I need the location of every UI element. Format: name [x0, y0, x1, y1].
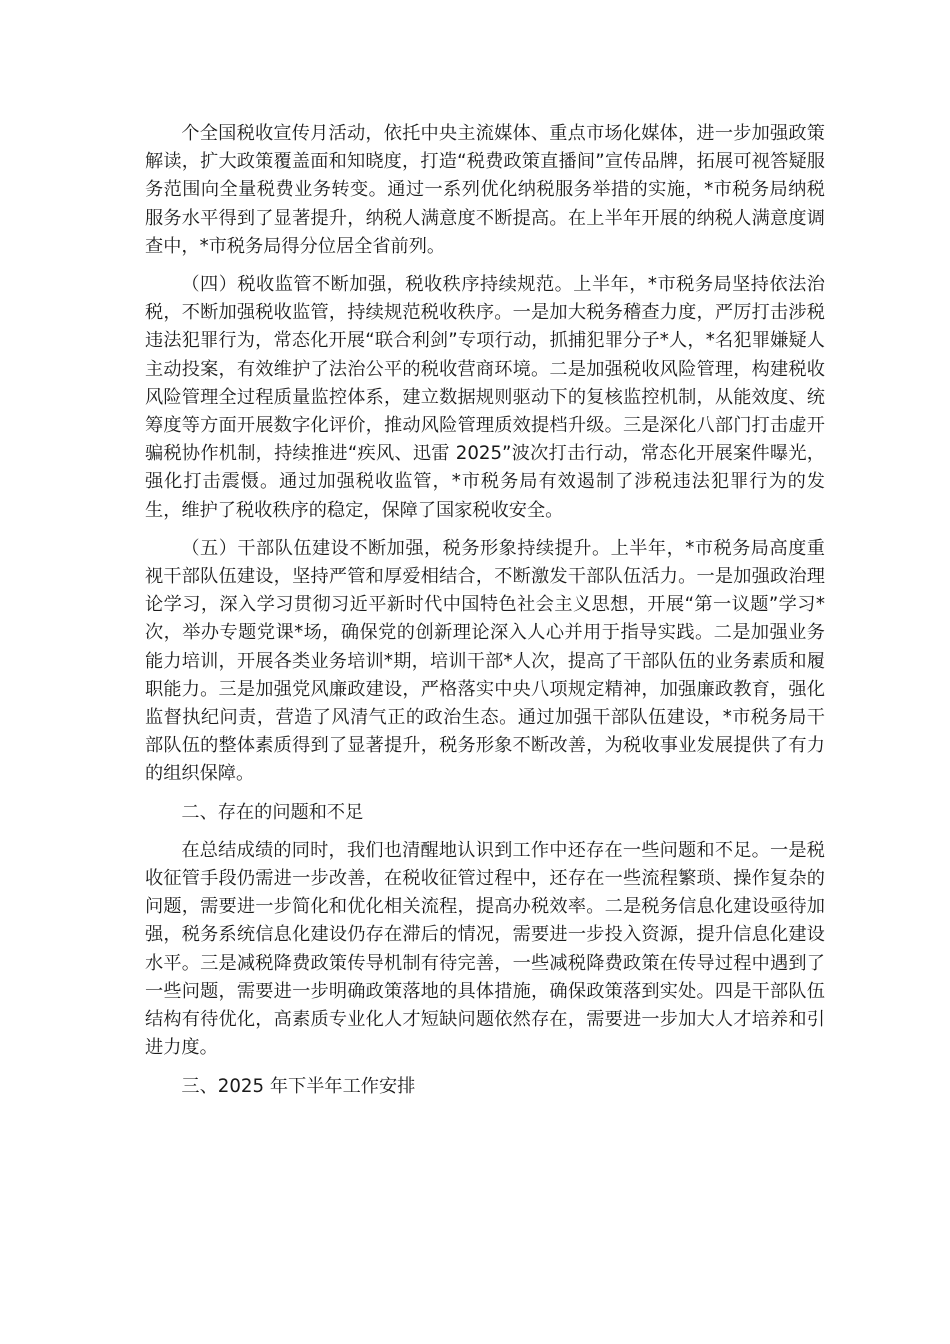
paragraph-tax-supervision: （四）税收监管不断加强，税收秩序持续规范。上半年，*市税务局坚持依法治税，不断加强税收监管，持续规范税收秩序。一是加大税务稽查力度，严厉打击涉税违法犯罪行为，常态化开展“联合利剑”专项行动，抓捕犯罪分子*人，*名犯罪嫌疑人主动投案，有效维护了法治公平的税收营商环境。二是加强税收风险管理，构建税收风险管理全过程质量监控体系，建立数据规则驱动下的复核监控机制，从能效度、统筹度等方面开展数字化评价，推动风险管理质效提档升级。三是深化八部门打击虚开骗税协作机制，持续推进“疾风、迅雷 2025”波次打击行动，常态化开展案件曝光，强化打击震慑。通过加强税收监管，*市税务局有效遏制了涉税违法犯罪行为的发生，维护了税收秩序的稳定，保障了国家税收安全。 [145, 274, 825, 521]
paragraph-cadre-building: （五）干部队伍建设不断加强，税务形象持续提升。上半年，*市税务局高度重视干部队伍建设，坚持严管和厚爱相结合，不断激发干部队伍活力。一是加强政治理论学习，深入学习贯彻习近平新时代中国特色社会主义思想，开展“第一议题”学习*次，举办专题党课*场，确保党的创新理论深入人心并用于指导实践。二是加强业务能力培训，开展各类业务培训*期，培训干部*人次，提高了干部队伍的业务素质和履职能力。三是加强党风廉政建设，严格落实中央八项规定精神，加强廉政教育，强化监督执纪问责，营造了风清气正的政治生态。通过加强干部队伍建设，*市税务局干部队伍的整体素质得到了显著提升，税务形象不断改善，为税收事业发展提供了有力的组织保障。 [145, 537, 825, 785]
paragraph-problems: 在总结成绩的同时，我们也清醒地认识到工作中还存在一些问题和不足。一是税收征管手段仍需进一步改善，在税收征管过程中，还存在一些流程繁琐、操作复杂的问题，需要进一步简化和优化相关流程，提高办税效率。二是税务信息化建设亟待加强，税务系统信息化建设仍存在滞后的情况，需要进一步投入资源，提升信息化建设水平。三是减税降费政策传导机制有待完善，一些减税降费政策在传导过程中遇到了一些问题，需要进一步明确政策落地的具体措施，确保政策落到实处。四是干部队伍结构有待优化，高素质专业化人才短缺问题依然存在，需要进一步加大人才培养和引进力度。 [145, 839, 825, 1059]
paragraph-publicity: 个全国税收宣传月活动，依托中央主流媒体、重点市场化媒体，进一步加强政策解读，扩大政策覆盖面和知晓度，打造“税费政策直播间”宣传品牌，拓展可视答疑服务范围向全量税费业务转变。通过一系列优化纳税服务举措的实施，*市税务局纳税服务水平得到了显著提升，纳税人满意度不断提高。在上半年开展的纳税人满意度调查中，*市税务局得分位居全省前列。 [145, 123, 825, 257]
document-page [145, 120, 825, 1111]
section-heading-plan: 三、2025 年下半年工作安排 [181, 1075, 416, 1097]
section-heading-problems: 二、存在的问题和不足 [181, 801, 364, 823]
